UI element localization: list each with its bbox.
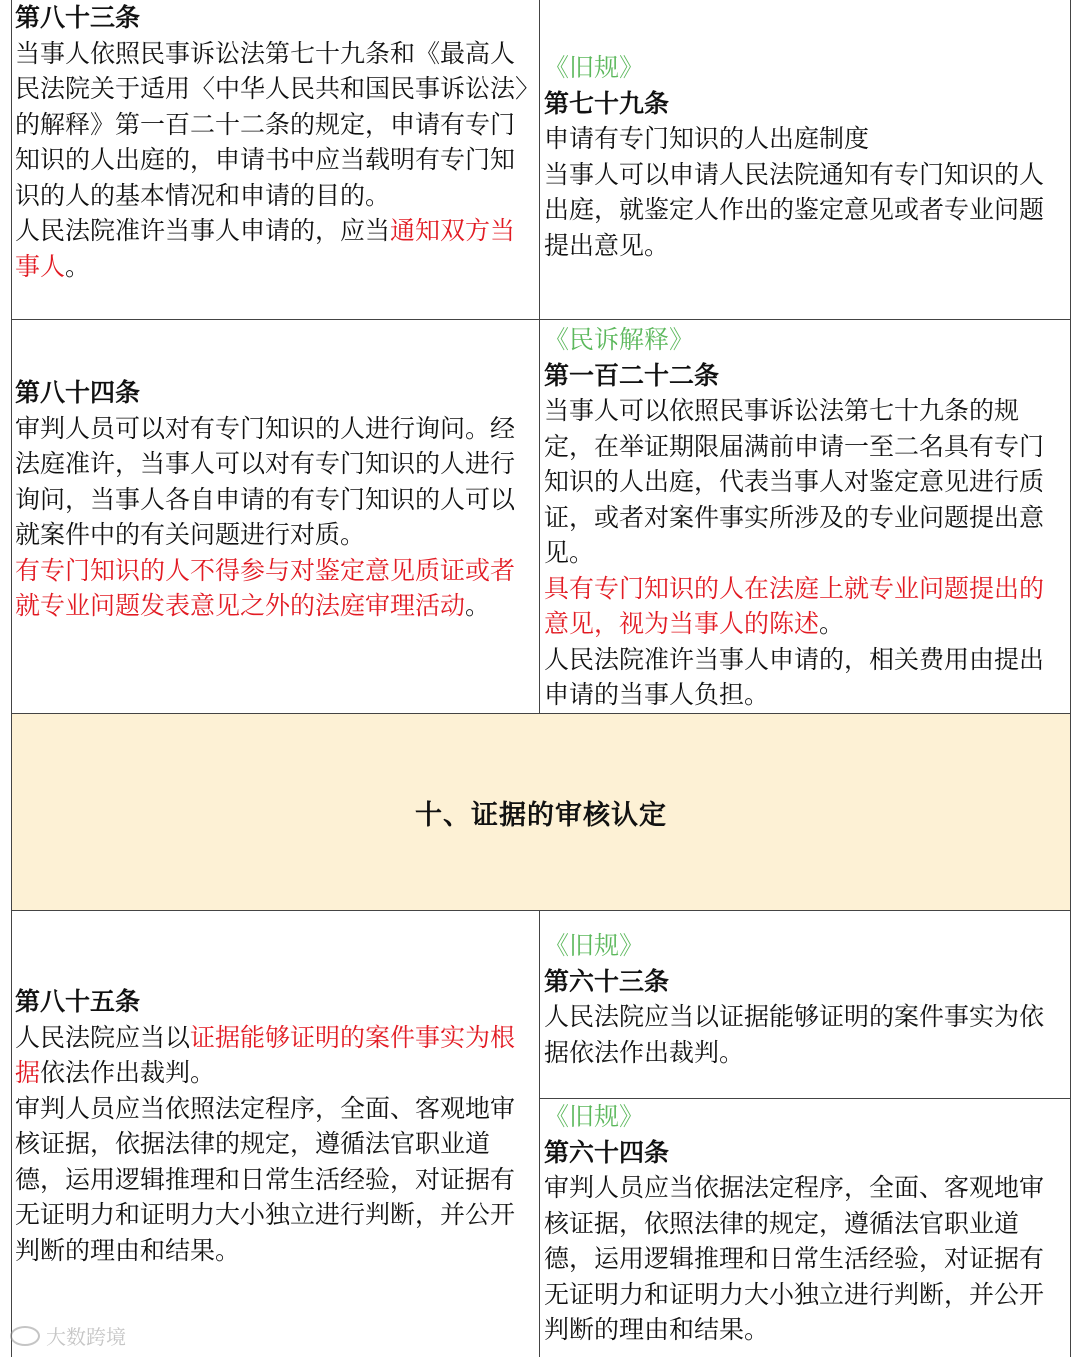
article-title: 第六十四条 — [544, 1137, 670, 1167]
highlighted-change: 有专门知识的人不得参与对鉴定意见质证或者就专业问题发表意见之外的法庭审理活动 — [15, 555, 516, 620]
article-text: 审判人员应当依据法定程序，全面、客观地审核证据，依照法律的规定，遵循法官职业道德，运用逻辑推理和日常生活经验，对证据有无证明力和证明力大小独立进行判断，并公开判断的理由和结果。 — [544, 1173, 1045, 1344]
article-text: 审判人员可以对有专门知识的人进行询问。经法庭准许，当事人可以对有专门知识的人进行询问，当事人各自申请的有专门知识的人可以就案件中的有关问题进行对质。 — [15, 413, 516, 549]
article-text: 有专门知识的人不得参与对鉴定意见质证或者就专业问题发表意见之外的法庭审理活动。 — [15, 555, 516, 620]
article-title: 第八十三条 — [15, 3, 141, 32]
highlighted-change: 具有专门知识的人在法庭上就专业问题提出的意见，视为当事人的陈述 — [544, 573, 1045, 638]
logo-icon — [10, 1326, 40, 1346]
old-rule-cell — [540, 911, 1070, 1357]
section-title: 十、证据的审核认定 — [415, 799, 667, 831]
source-label: 《旧规》 — [544, 1102, 645, 1131]
source-label: 《民诉解释》 — [544, 325, 695, 354]
source-label: 《旧规》 — [544, 931, 645, 960]
article-text: 人民法院应当以证据能够证明的案件事实为依据依法作出裁判。 — [544, 1002, 1045, 1067]
article-text: 当事人可以申请人民法院通知有专门知识的人出庭，就鉴定人作出的鉴定意见或者专业问题提出意见。 — [544, 159, 1045, 260]
watermark — [10, 1321, 126, 1350]
article-text: 人民法院应当以证据能够证明的案件事实为根据依法作出裁判。 — [15, 1022, 516, 1087]
comparison-row-83 — [11, 0, 1071, 319]
article-title: 第六十三条 — [544, 966, 670, 996]
comparison-row-85 — [11, 911, 1071, 1357]
article-title: 第八十四条 — [15, 378, 141, 407]
old-rule-63 — [540, 928, 1070, 1070]
article-text: 申请有专门知识的人出庭制度 — [544, 124, 870, 153]
article-title: 第一百二十二条 — [544, 360, 720, 390]
new-rule-cell — [12, 0, 540, 319]
article-text: 当事人可以依照民事诉讼法第七十九条的规定，在举证期限届满前申请一至二名具有专门知识的人出庭，代表当事人对鉴定意见进行质证，或者对案件事实所涉及的专业问题提出意见。 — [544, 396, 1045, 567]
article-text: 当事人依照民事诉讼法第七十九条和《最高人民法院关于适用〈中华人民共和国民事诉讼法〉的解释》第一百二十二条的规定，申请有专门知识的人出庭的，申请书中应当载明有专门知识的人的基本情况和申请的目的。 — [15, 38, 528, 210]
section-heading — [11, 714, 1071, 910]
article-text: 人民法院准许当事人申请的，相关费用由提出申请的当事人负担。 — [544, 644, 1045, 709]
new-rule-cell — [12, 320, 540, 713]
new-rule-cell — [12, 911, 540, 1357]
comparison-row-84 — [11, 320, 1071, 713]
old-rule-cell — [540, 0, 1070, 319]
old-rule-64 — [540, 1099, 1070, 1348]
highlighted-change: 通知双方当事人 — [15, 216, 516, 281]
article-text: 具有专门知识的人在法庭上就专业问题提出的意见，视为当事人的陈述。 — [544, 573, 1045, 638]
article-title: 第七十九条 — [544, 88, 670, 118]
watermark-text: 大数跨境 — [46, 1325, 126, 1349]
old-rule-cell — [540, 320, 1070, 713]
source-label: 《旧规》 — [544, 53, 645, 82]
highlighted-change: 证据能够证明的案件事实为根据 — [15, 1022, 516, 1087]
article-title: 第八十五条 — [15, 987, 141, 1016]
article-text: 人民法院准许当事人申请的，应当通知双方当事人。 — [15, 216, 516, 281]
article-text: 审判人员应当依照法定程序，全面、客观地审核证据，依据法律的规定，遵循法官职业道德，运用逻辑推理和日常生活经验，对证据有无证明力和证明力大小独立进行判断，并公开判断的理由和结果。 — [15, 1093, 516, 1265]
